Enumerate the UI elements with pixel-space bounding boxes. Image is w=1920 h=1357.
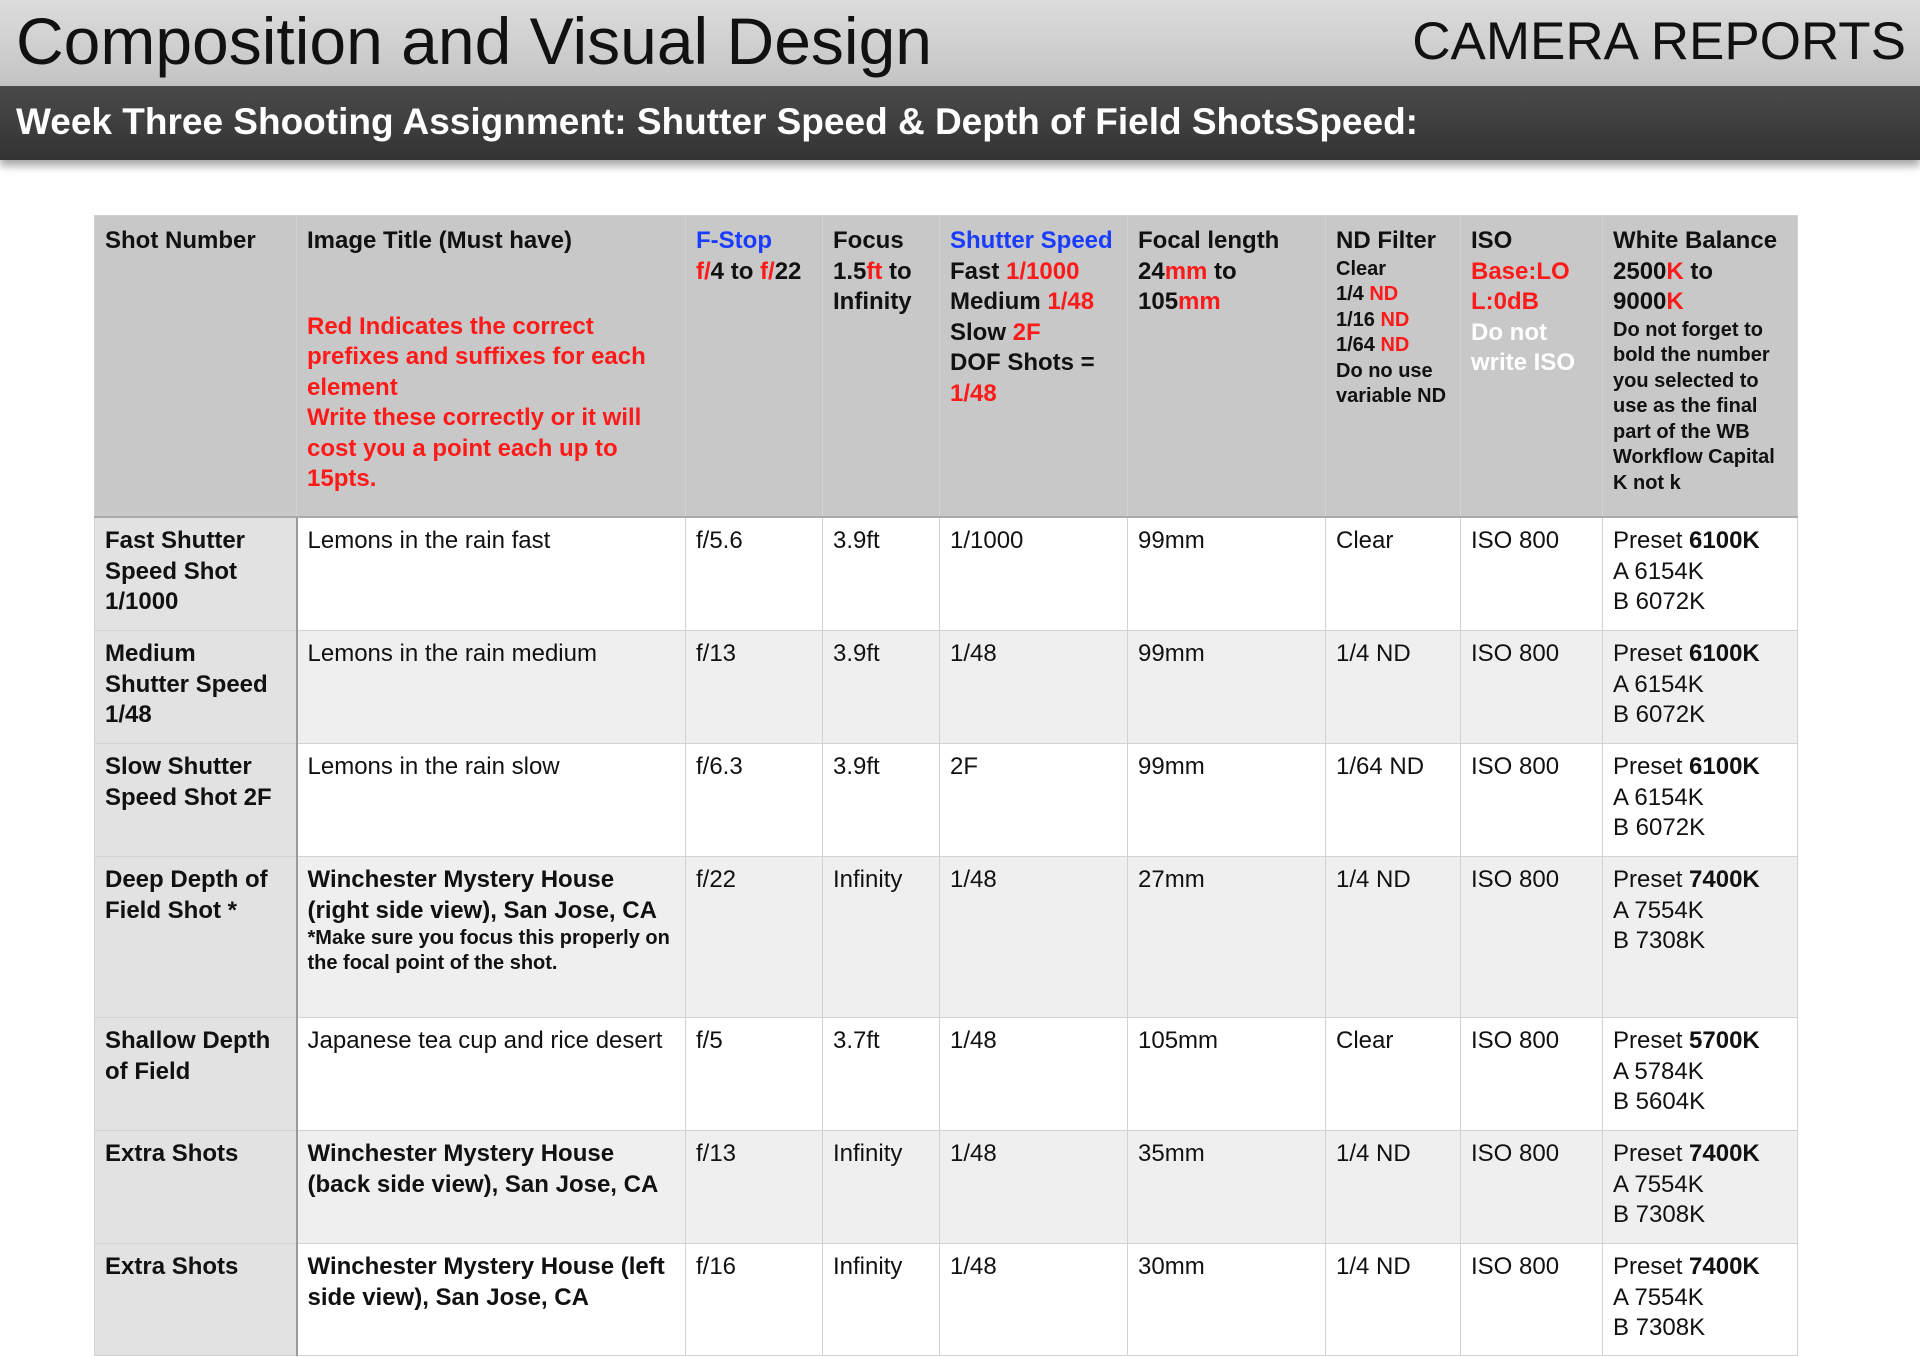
report-title: CAMERA REPORTS [1412,12,1906,71]
iso-cell: ISO 800 [1461,744,1603,857]
nd-filter-cell: 1/4 ND [1326,1131,1461,1244]
white-balance-cell: Preset 6100K A 6154K B 6072K [1603,744,1798,857]
shot-number-cell: Extra Shots [95,1244,297,1356]
shot-number-cell: Slow Shutter Speed Shot 2F [95,744,297,857]
focal-length-cell: 105mm [1128,1018,1326,1131]
table-row [95,1018,1798,1131]
iso-cell: ISO 800 [1461,857,1603,1018]
focal-length-cell: 99mm [1128,631,1326,744]
nd-filter-cell: Clear [1326,1018,1461,1131]
shutter-cell: 1/48 [940,1131,1128,1244]
table-row [95,857,1798,1018]
nd-filter-cell: 1/4 ND [1326,631,1461,744]
fstop-cell: f/16 [686,1244,823,1356]
focus-cell: 3.9ft [823,744,940,857]
focus-cell: 3.7ft [823,1018,940,1131]
col-focus: Focus 1.5ft to Infinity [823,216,940,518]
image-title-cell: Lemons in the rain fast [297,517,686,631]
shot-number-cell: Fast Shutter Speed Shot 1/1000 [95,517,297,631]
table-row [95,744,1798,857]
focus-cell: 3.9ft [823,631,940,744]
nd-filter-cell: Clear [1326,517,1461,631]
white-balance-cell: Preset 7400K A 7554K B 7308K [1603,1131,1798,1244]
iso-cell: ISO 800 [1461,1018,1603,1131]
focal-length-cell: 35mm [1128,1131,1326,1244]
focus-cell: Infinity [823,857,940,1018]
col-shutter: Shutter Speed Fast 1/1000 Medium 1/48 Slow 2F DOF Shots = 1/48 [940,216,1128,518]
shutter-cell: 1/48 [940,631,1128,744]
white-balance-cell: Preset 7400K A 7554K B 7308K [1603,1244,1798,1356]
col-white-balance: White Balance 2500K to 9000K Do not forget to bold the number you selected to use as the final part of the WB Workflow Capital K not k [1603,216,1798,518]
white-balance-cell: Preset 5700K A 5784K B 5604K [1603,1018,1798,1131]
fstop-cell: f/13 [686,1131,823,1244]
white-balance-cell: Preset 6100K A 6154K B 6072K [1603,517,1798,631]
shot-number-cell: Shallow Depth of Field [95,1018,297,1131]
white-balance-cell: Preset 6100K A 6154K B 6072K [1603,631,1798,744]
shot-number-cell: Deep Depth of Field Shot * [95,857,297,1018]
focal-length-cell: 27mm [1128,857,1326,1018]
shutter-cell: 1/48 [940,1018,1128,1131]
camera-report-table [94,215,1798,1356]
nd-filter-cell: 1/4 ND [1326,857,1461,1018]
col-image-title: Image Title (Must have) Red Indicates the correct prefixes and suffixes for each element Write these correctly or it will cost you a point each up to 15pts. [297,216,686,518]
shutter-cell: 1/1000 [940,517,1128,631]
assignment-title: Week Three Shooting Assignment: Shutter Speed & Depth of Field ShotsSpeed: [16,101,1419,142]
table-row [95,1244,1798,1356]
shutter-cell: 1/48 [940,1244,1128,1356]
focus-cell: 3.9ft [823,517,940,631]
table-row [95,517,1798,631]
nd-filter-cell: 1/4 ND [1326,1244,1461,1356]
course-title: Composition and Visual Design [16,4,932,78]
fstop-cell: f/22 [686,857,823,1018]
focus-note: *Make sure you focus this properly on the focal point of the shot. [307,927,670,974]
table-row [95,1131,1798,1244]
focus-cell: Infinity [823,1244,940,1356]
focus-cell: Infinity [823,1131,940,1244]
image-title-cell: Winchester Mystery House (left side view), San Jose, CA [297,1244,686,1356]
iso-cell: ISO 800 [1461,1131,1603,1244]
shutter-cell: 2F [940,744,1128,857]
table-row [95,631,1798,744]
focal-length-cell: 30mm [1128,1244,1326,1356]
header-row [95,216,1798,518]
image-title-cell: Lemons in the rain medium [297,631,686,744]
white-balance-cell: Preset 7400K A 7554K B 7308K [1603,857,1798,1018]
col-fstop: F-Stop f/4 to f/22 [686,216,823,518]
shot-number-cell: Medium Shutter Speed 1/48 [95,631,297,744]
focal-length-cell: 99mm [1128,517,1326,631]
title-note-prefixes: Red Indicates the correct prefixes and suffixes for each element [307,312,646,401]
top-bar [0,0,1920,86]
title-note-cost: Write these correctly or it will cost you a point each up to 15pts. [307,404,642,492]
col-iso: ISO Base:LO L:0dB Do not write ISO [1461,216,1603,518]
col-nd-filter: ND Filter Clear 1/4 ND 1/16 ND 1/64 ND Do no use variable ND [1326,216,1461,518]
iso-cell: ISO 800 [1461,517,1603,631]
fstop-cell: f/13 [686,631,823,744]
iso-cell: ISO 800 [1461,1244,1603,1356]
col-shot-number: Shot Number [95,216,297,518]
image-title-cell: Japanese tea cup and rice desert [297,1018,686,1131]
image-title-cell: Winchester Mystery House (right side view), San Jose, CA *Make sure you focus this properly on the focal point of the shot. [297,857,686,1018]
iso-cell: ISO 800 [1461,631,1603,744]
fstop-cell: f/5 [686,1018,823,1131]
nd-filter-cell: 1/64 ND [1326,744,1461,857]
shot-number-cell: Extra Shots [95,1131,297,1244]
fstop-cell: f/5.6 [686,517,823,631]
assignment-band [0,86,1920,160]
image-title-cell: Winchester Mystery House (back side view), San Jose, CA [297,1131,686,1244]
fstop-cell: f/6.3 [686,744,823,857]
focal-length-cell: 99mm [1128,744,1326,857]
image-title-cell: Lemons in the rain slow [297,744,686,857]
col-focal-length: Focal length 24mm to 105mm [1128,216,1326,518]
shutter-cell: 1/48 [940,857,1128,1018]
